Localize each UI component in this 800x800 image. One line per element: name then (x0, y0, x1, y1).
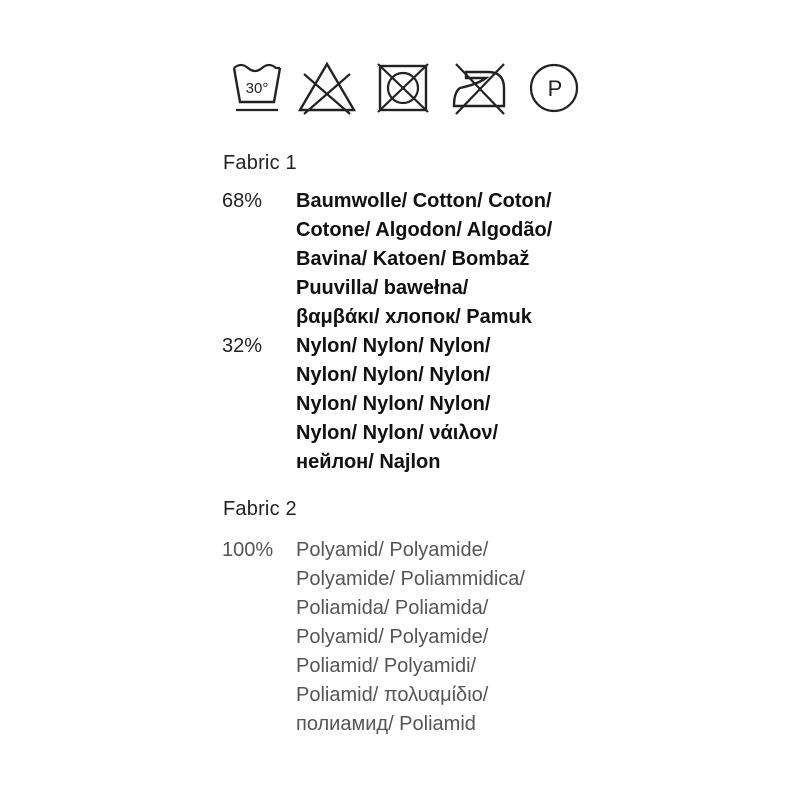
fabric-1-cotton-row (222, 187, 552, 332)
professional-dry-clean-p-icon (524, 58, 586, 118)
material-names (296, 187, 552, 332)
material-line: полиамид/ Poliamid (296, 713, 476, 735)
fabric-1-nylon-row (222, 332, 498, 477)
no-bleach-icon (296, 58, 358, 118)
material-line: Poliamid/ πολυαμίδιο/ (296, 684, 489, 706)
material-line: Poliamid/ Polyamidi/ (296, 655, 477, 677)
material-names (296, 332, 498, 477)
material-names (296, 536, 525, 739)
material-line: Polyamid/ Polyamide/ (296, 539, 489, 561)
material-line: Nylon/ Nylon/ Nylon/ (296, 364, 491, 386)
fabric-1-heading: Fabric 1 (223, 152, 297, 174)
material-line: Poliamida/ Poliamida/ (296, 597, 489, 619)
material-line: Baumwolle/ Cotton/ Coton/ (296, 190, 552, 212)
material-line: βαμβάκι/ хлопок/ Pamuk (296, 306, 532, 328)
material-line: Nylon/ Nylon/ νάιλον/ (296, 422, 499, 444)
material-line: Nylon/ Nylon/ Nylon/ (296, 335, 491, 357)
material-line: Cotone/ Algodon/ Algodão/ (296, 219, 553, 241)
percent: 68% (222, 190, 263, 212)
percent: 100% (222, 539, 274, 561)
wash-30-icon (228, 58, 286, 118)
material-line: Polyamid/ Polyamide/ (296, 626, 489, 648)
percent: 32% (222, 335, 263, 357)
material-line: Bavina/ Katoen/ Bombaž (296, 248, 530, 270)
fabric-2-polyamide-row (222, 536, 525, 739)
svg-text:30°: 30° (245, 80, 269, 97)
svg-text:P: P (547, 76, 563, 101)
material-line: Polyamide/ Poliammidica/ (296, 568, 525, 590)
material-line: Puuvilla/ bawełna/ (296, 277, 469, 299)
no-tumble-dry-icon (374, 58, 432, 118)
care-symbols-row (228, 58, 598, 118)
material-line: нейлон/ Najlon (296, 451, 441, 473)
no-iron-icon (448, 58, 510, 118)
fabric-2-heading: Fabric 2 (223, 498, 297, 520)
material-line: Nylon/ Nylon/ Nylon/ (296, 393, 491, 415)
